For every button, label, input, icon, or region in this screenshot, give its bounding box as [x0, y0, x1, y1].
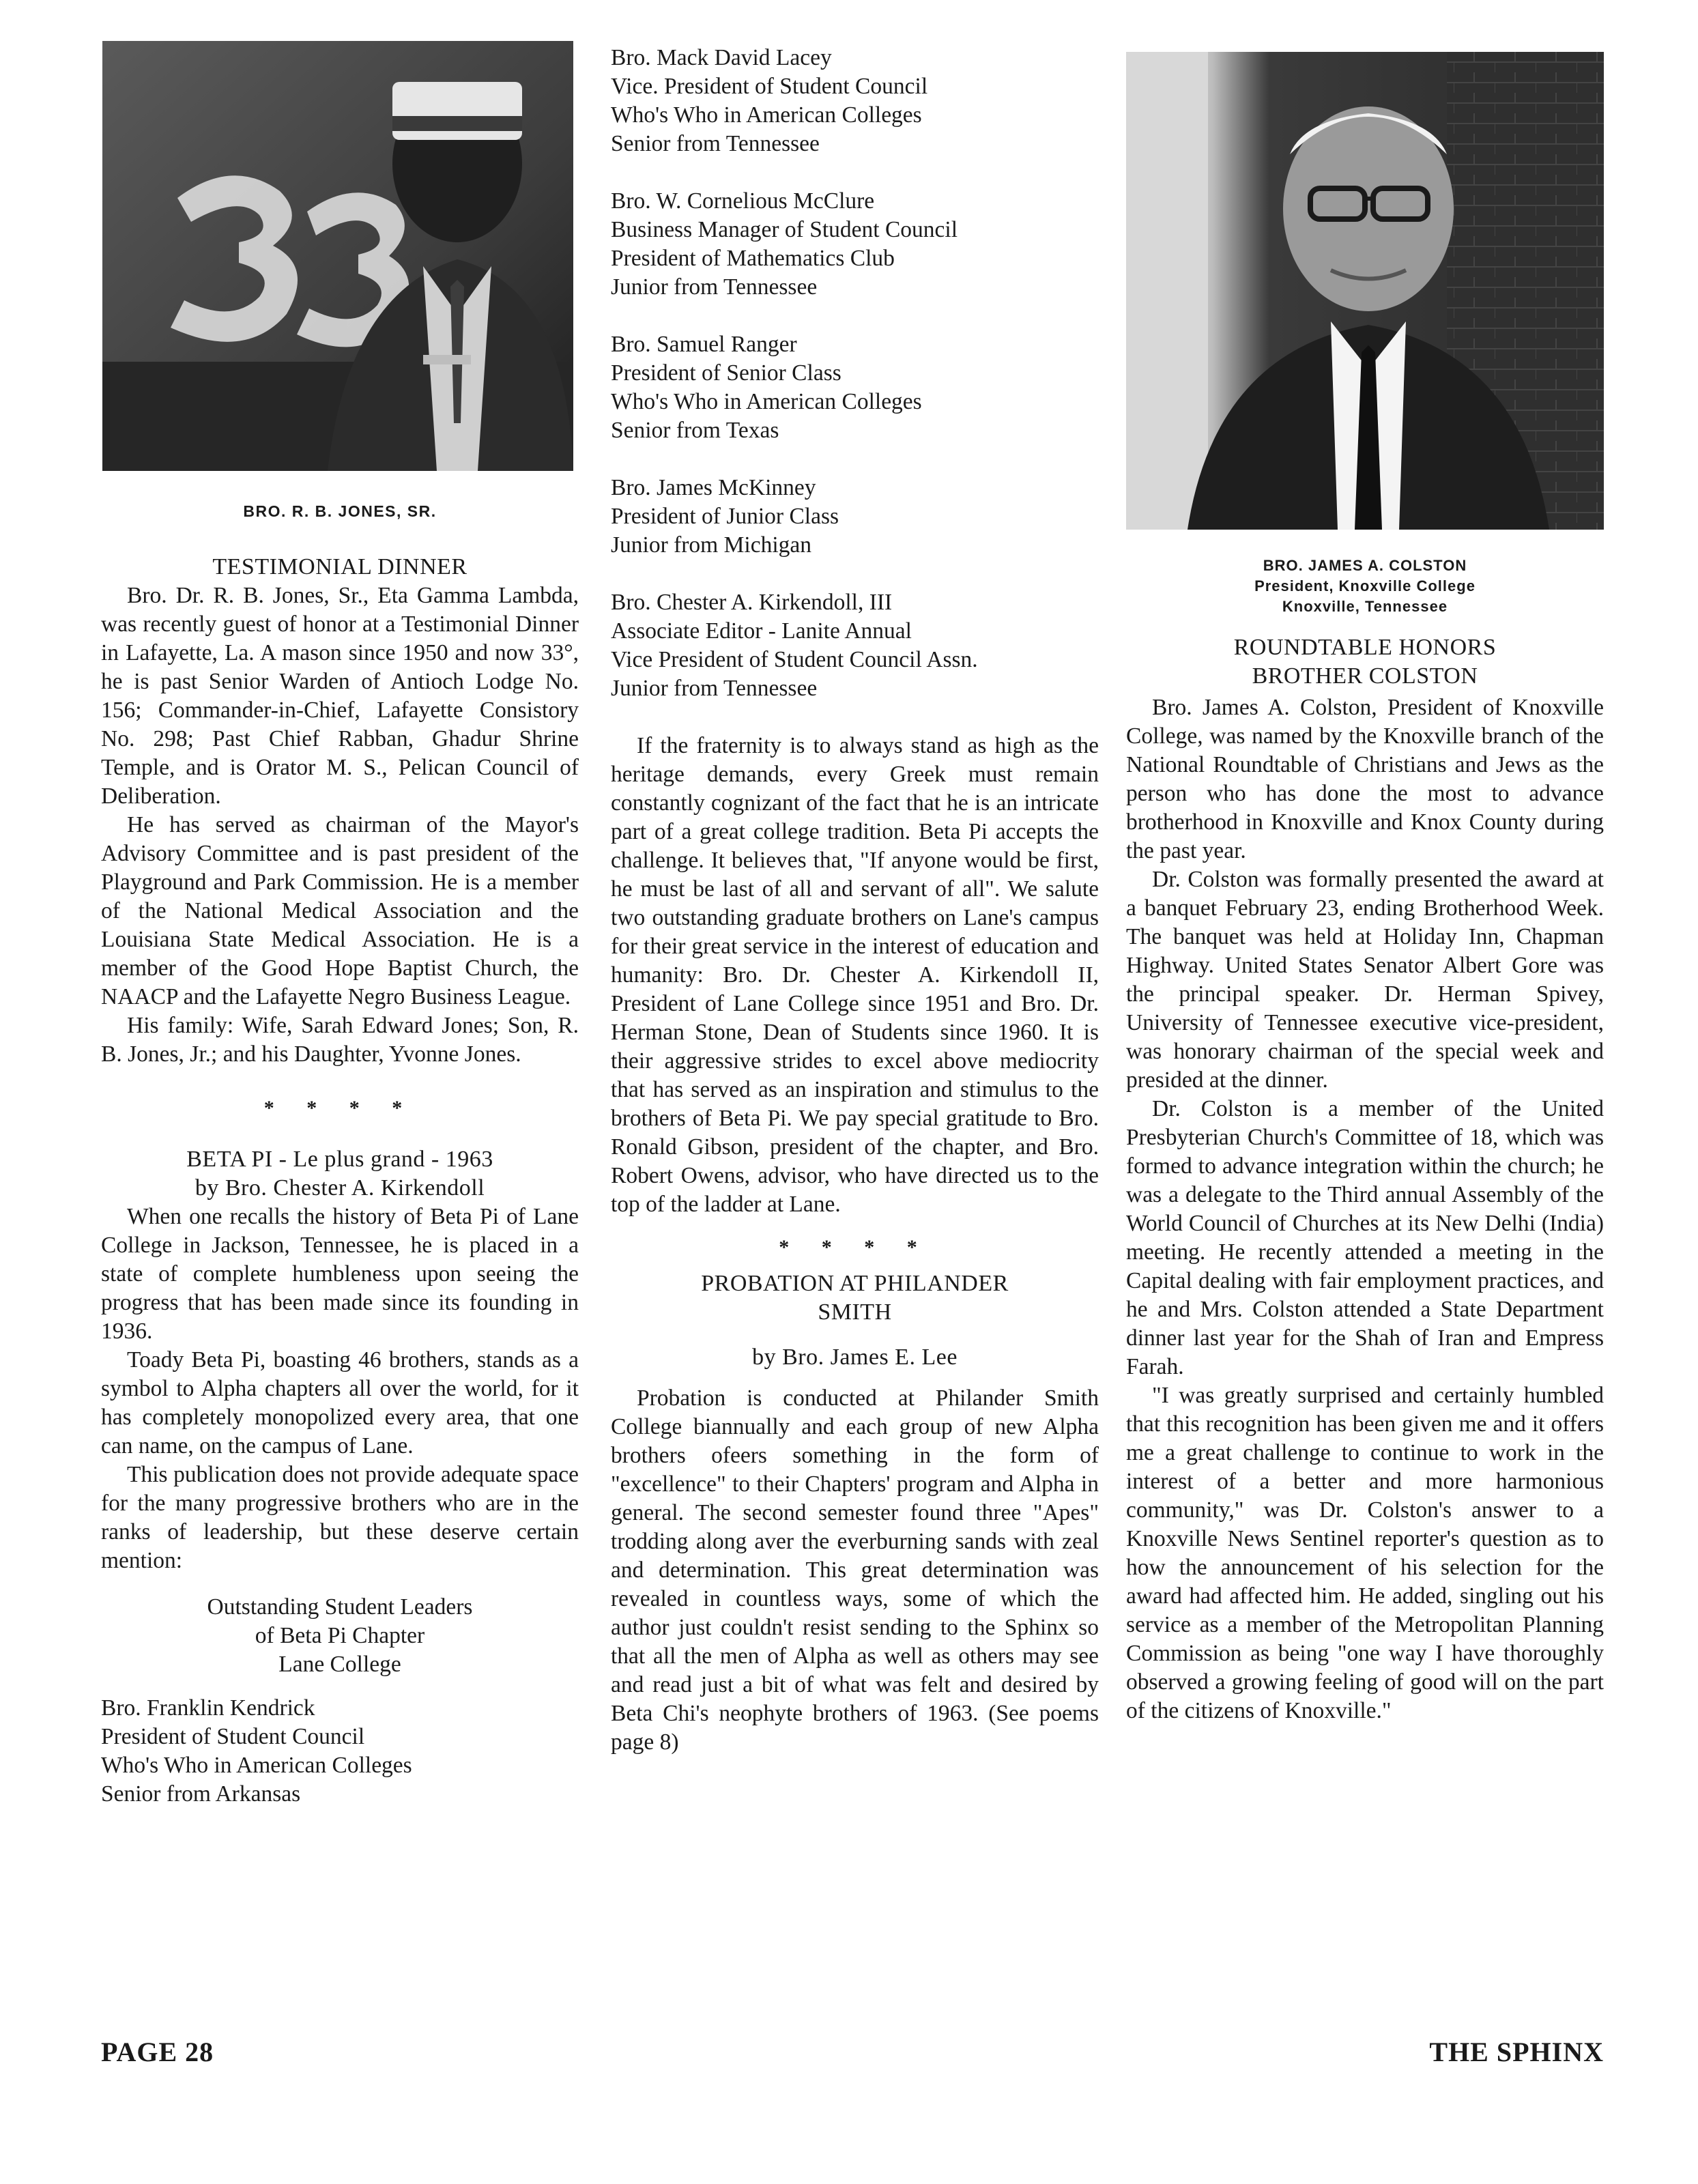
- leader-line: Who's Who in American Colleges: [611, 389, 922, 414]
- leader-line: President of Junior Class: [611, 504, 839, 529]
- leader-line: Junior from Tennessee: [611, 676, 818, 701]
- leaders-heading: [101, 1593, 579, 1679]
- beta-pi-title: BETA PI - Le plus grand - 1963: [186, 1147, 493, 1172]
- middle-column: [611, 44, 1099, 1757]
- probation-heading: PROBATION AT PHILANDER: [701, 1271, 1009, 1296]
- jones-portrait-image: [102, 41, 573, 471]
- jones-photo: [102, 41, 573, 471]
- leader-line: Senior from Texas: [611, 418, 779, 443]
- leader-line: President of Mathematics Club: [611, 246, 895, 271]
- beta-pi-closing-paragraph: If the fraternity is to always stand as high as the heritage demands, every Greek must remain constantly cognizant of the fact that he is an intricate part of a great college tradition. Beta Pi accepts the challenge. It believes that, "If anyone would be first, he must be last of all and servant of all". We salute two outstanding graduate brothers on Lane's campus for their great service in the interest of education and humanity: Bro. Dr. Chester A. Kirkendoll II, President of Lane College since 1951 and Bro. Dr. Herman Stone, Dean of Students since 1960. It is their aggressive strides to excel above mediocrity that has served as an inspiration and stimulus to the brothers of Beta Pi. We pay special gratitude to Bro. Ronald Gibson, president of the chapter, and Bro. Robert Owens, advisor, who have directed us to the top of the ladder at Lane.: [611, 733, 1099, 1217]
- leader-line: Senior from Arkansas: [101, 1781, 301, 1807]
- beta-pi-paragraph-2: Toady Beta Pi, boasting 46 brothers, stands as a symbol to Alpha chapters all over the world, for it has completely monopolized every area, that one can name, on the campus of Lane.: [101, 1347, 579, 1459]
- leader-line: Senior from Tennessee: [611, 131, 820, 156]
- beta-pi-paragraph-1: When one recalls the history of Beta Pi of Lane College in Jackson, Tennessee, he is placed in a state of complete humbleness upon seeing the progress that has been made since its founding in 1936.: [101, 1204, 579, 1344]
- testimonial-heading: TESTIMONIAL DINNER: [212, 554, 467, 579]
- left-column: [101, 41, 579, 1809]
- leader-line: Bro. James McKinney: [611, 475, 816, 500]
- leader-line: Junior from Michigan: [611, 532, 812, 558]
- leader-line: President of Student Council: [101, 1724, 365, 1749]
- colston-portrait-image: [1126, 52, 1604, 530]
- leader-line: Bro. Samuel Ranger: [611, 332, 797, 357]
- leader-entry: [611, 44, 1099, 158]
- roundtable-paragraph-1: Bro. James A. Colston, President of Knoxville College, was named by the Knoxville branch of the National Roundtable of Christians and Jews as the person who has done the most to advance brotherhood in Knoxville and Knox County during the past year.: [1126, 695, 1604, 863]
- roundtable-paragraph-2: Dr. Colston was formally presented the award at a banquet February 23, ending Brotherhood Week. The banquet was held at Holiday Inn, Chapman Highway. United States Senator Albert Gore was the principal speaker. Dr. Herman Spivey, University of Tennessee executive vice-president, was honorary chairman of the special week and presided at the dinner.: [1126, 867, 1604, 1093]
- roundtable-paragraph-4: "I was greatly surprised and certainly humbled that this recognition has been given me and it offers me a great challenge to continue to work in the interest of a better and more harmonious community," was Dr. Colston's answer to a Knoxville News Sentinel reporter's question as to how the announcement of his selection for the award had affected him. He added, singling out his service as a member of the Metropolitan Planning Commission as being "one way I have thoroughly observed a growing feeling of good will on the part of the citizens of Knoxville.": [1126, 1383, 1604, 1723]
- leader-line: President of Senior Class: [611, 360, 841, 386]
- roundtable-heading: BROTHER COLSTON: [1252, 663, 1478, 689]
- leader-line: Bro. W. Cornelious McClure: [611, 188, 875, 214]
- leader-line: Vice. President of Student Council: [611, 74, 928, 99]
- colston-caption-place: Knoxville, Tennessee: [1282, 598, 1448, 615]
- testimonial-paragraph-1: Bro. Dr. R. B. Jones, Sr., Eta Gamma Lambda, was recently guest of honor at a Testimonial Dinner in Lafayette, La. A mason since 1950 and now 33°, he is past Senior Warden of Antioch Lodge No. 156; Commander-in-Chief, Lafayette Consistory No. 298; Past Chief Rabban, Ghadur Shrine Temple, and is Orator M. S., Pelican Council of Deliberation.: [101, 583, 579, 809]
- magazine-title: THE SPHINX: [1429, 2037, 1604, 2067]
- leader-line: Junior from Tennessee: [611, 274, 818, 300]
- right-column: [1126, 41, 1604, 1725]
- leader-line: Bro. Franklin Kendrick: [101, 1695, 315, 1721]
- section-divider-stars: * * * *: [263, 1097, 416, 1119]
- leader-line: Vice President of Student Council Assn.: [611, 647, 978, 672]
- jones-photo-caption: BRO. R. B. JONES, SR.: [243, 502, 437, 520]
- probation-heading: SMITH: [818, 1299, 892, 1325]
- leaders-heading-line: Outstanding Student Leaders: [207, 1594, 473, 1620]
- roundtable-paragraph-3: Dr. Colston is a member of the United Presbyterian Church's Committee of 18, which was formed to advance integration within the church; he was a delegate to the Third annual Assembly of the World Council of Churches at its New Delhi (India) meeting. He recently attended a meeting in the Capital dealing with fair employment practices, and he and Mrs. Colston attended a State Department dinner last year for the Shah of Iran and Empress Farah.: [1126, 1096, 1604, 1379]
- leader-line: Who's Who in American Colleges: [101, 1753, 412, 1778]
- beta-pi-paragraph-3: This publication does not provide adequate space for the many progressive brothers who are in the ranks of leadership, but these deserve certain mention:: [101, 1462, 579, 1573]
- section-divider-stars: * * * *: [779, 1236, 931, 1259]
- colston-caption-title: President, Knoxville College: [1254, 577, 1476, 594]
- page-number: PAGE 28: [101, 2037, 214, 2067]
- leader-line: Bro. Mack David Lacey: [611, 45, 832, 70]
- roundtable-heading: ROUNDTABLE HONORS: [1233, 635, 1497, 660]
- leader-entry: [611, 330, 1099, 445]
- probation-paragraph-1: Probation is conducted at Philander Smith College biannually and each group of new Alpha brothers ofeers something in the form of "excellence" to their Chapters' program and Alpha in general. The second semester found three "Apes" trodding along aver the everburning sands with zeal and determination. This great determination was revealed in countless ways, some of which the author just couldn't resist sending to the Sphinx so that all the men of Alpha as well as others may see and read just a bit of what was felt and desired by Beta Chi's neophyte brothers of 1963. (See poems page 8): [611, 1385, 1099, 1755]
- leaders-heading-line: of Beta Pi Chapter: [255, 1623, 425, 1648]
- probation-byline: by Bro. James E. Lee: [752, 1345, 958, 1370]
- testimonial-paragraph-3: His family: Wife, Sarah Edward Jones; Son, R. B. Jones, Jr.; and his Daughter, Yvonne Jones.: [101, 1013, 579, 1067]
- leader-entry: [611, 474, 1099, 560]
- leader-entry: [611, 588, 1099, 703]
- colston-photo: [1126, 52, 1604, 530]
- leaders-heading-line: Lane College: [278, 1652, 401, 1677]
- leader-line: Associate Editor - Lanite Annual: [611, 618, 912, 644]
- beta-pi-byline: by Bro. Chester A. Kirkendoll: [195, 1175, 485, 1201]
- testimonial-paragraph-2: He has served as chairman of the Mayor's Advisory Committee and is past president of the Playground and Park Commission. He is a member of the National Medical Association and the Louisiana State Medical Association. He is a member of the Good Hope Baptist Church, the NAACP and the Lafayette Negro Business League.: [101, 812, 579, 1009]
- leader-entry: [101, 1694, 579, 1809]
- colston-caption-name: BRO. JAMES A. COLSTON: [1263, 557, 1467, 574]
- leader-line: Business Manager of Student Council: [611, 217, 958, 242]
- leader-line: Bro. Chester A. Kirkendoll, III: [611, 590, 893, 615]
- leader-line: Who's Who in American Colleges: [611, 102, 922, 128]
- leader-entry: [611, 187, 1099, 302]
